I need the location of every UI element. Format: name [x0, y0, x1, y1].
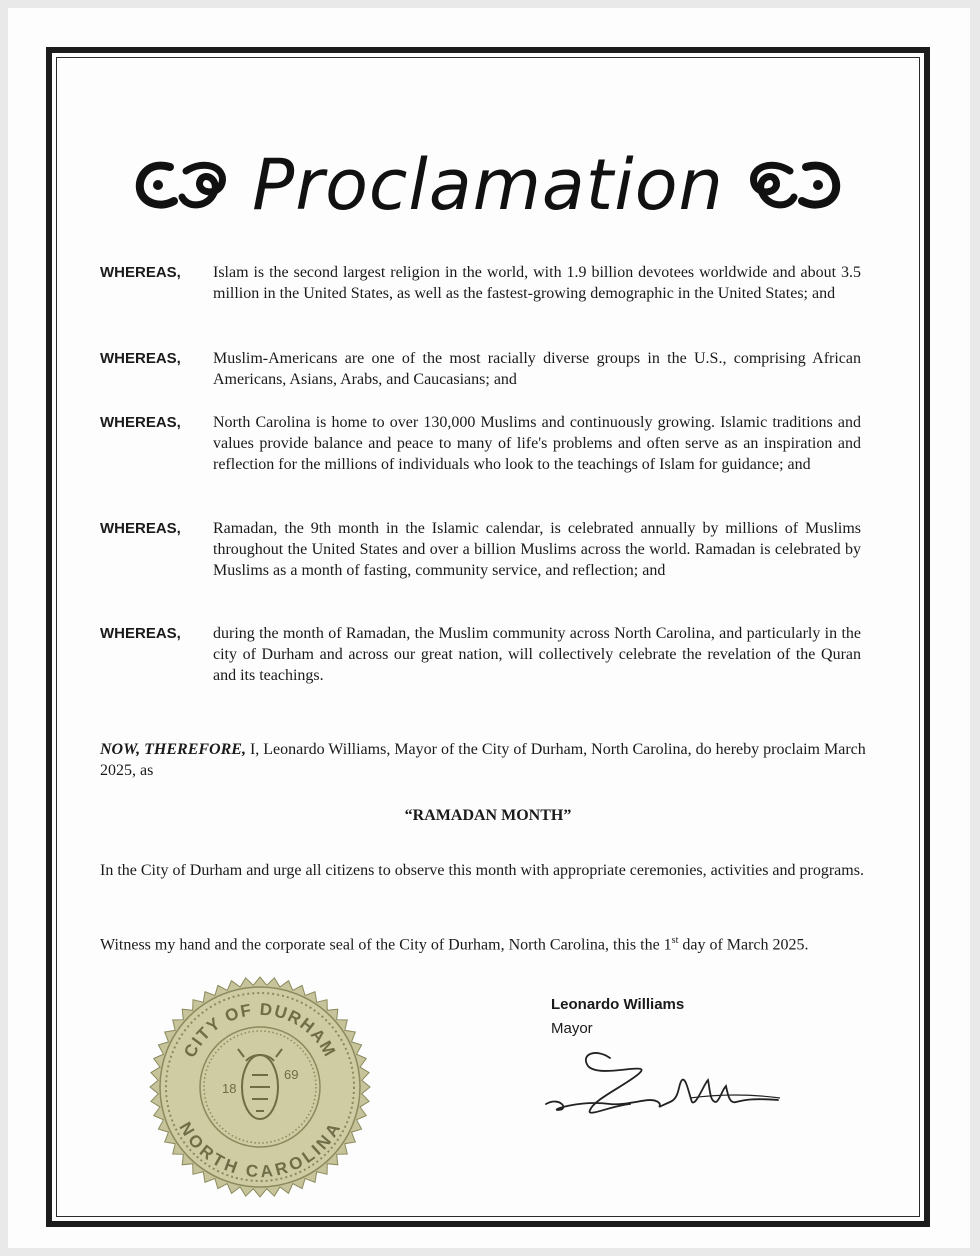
- witness-text-end: day of March 2025.: [678, 936, 809, 954]
- whereas-text: Muslim-Americans are one of the most racially diverse groups in the U.S., comprising African Americans, Asians, Arabs, and Caucasians; and: [213, 350, 861, 388]
- whereas-label: WHEREAS,: [100, 520, 181, 537]
- witness-text: Witness my hand and the corporate seal of the City of Durham, North Carolina, this the 1: [100, 936, 672, 954]
- whereas-text: during the month of Ramadan, the Muslim community across North Carolina, and particularly in the city of Durham and across our great nation, will collectively celebrate the revelation of the Quran and its teachings.: [213, 625, 861, 684]
- whereas-label: WHEREAS,: [100, 350, 181, 367]
- whereas-label: WHEREAS,: [100, 264, 181, 281]
- whereas-text: Islam is the second largest religion in the world, with 1.9 billion devotees worldwide and about 3.5 million in the United States, as well as the fastest-growing demographic in the United States; and: [213, 264, 861, 302]
- page-title: Proclamation: [252, 144, 724, 226]
- whereas-text: Ramadan, the 9th month in the Islamic calendar, is celebrated annually by millions of Muslims throughout the United States and over a billion Muslims across the world. Ramadan is celebrated by Muslims as a month of fasting, community service, and reflection; and: [213, 520, 861, 579]
- title-row: [56, 140, 920, 230]
- signer-name: Leonardo Williams: [551, 996, 685, 1013]
- now-therefore-label: NOW, THEREFORE,: [100, 741, 246, 758]
- whereas-text: North Carolina is home to over 130,000 Muslims and continuously growing. Islamic traditions and values provide balance and peace to many of life's problems and often serve as an inspiration and reflection for the millions of individuals who look to the teachings of Islam for guidance; and: [213, 414, 861, 473]
- fleuron-right-icon: [746, 157, 842, 213]
- urge-paragraph: In the City of Durham and urge all citizens to observe this month with appropriate ceremonies, activities and programs.: [100, 862, 864, 879]
- resolution-paragraph: [100, 739, 880, 781]
- witness-ordinal: st: [671, 935, 679, 946]
- mayor-signature: [540, 1040, 790, 1120]
- witness-paragraph: [100, 930, 880, 955]
- seal-top-text: CITY OF DURHAM: [180, 999, 340, 1061]
- whereas-label: WHEREAS,: [100, 414, 181, 431]
- whereas-label: WHEREAS,: [100, 625, 181, 642]
- seal-year-right: 69: [284, 1067, 299, 1082]
- city-seal: [148, 975, 372, 1199]
- resolution-text: I, Leonardo Williams, Mayor of the City of Durham, North Carolina, do hereby proclaim March 2025, as: [100, 741, 866, 779]
- fleuron-left-icon: [134, 157, 230, 213]
- seal-bottom-text: NORTH CAROLINA: [175, 1118, 345, 1182]
- proclamation-heading: “RAMADAN MONTH”: [404, 807, 572, 824]
- signer-title: Mayor: [551, 1020, 593, 1037]
- seal-year-left: 18: [222, 1081, 237, 1096]
